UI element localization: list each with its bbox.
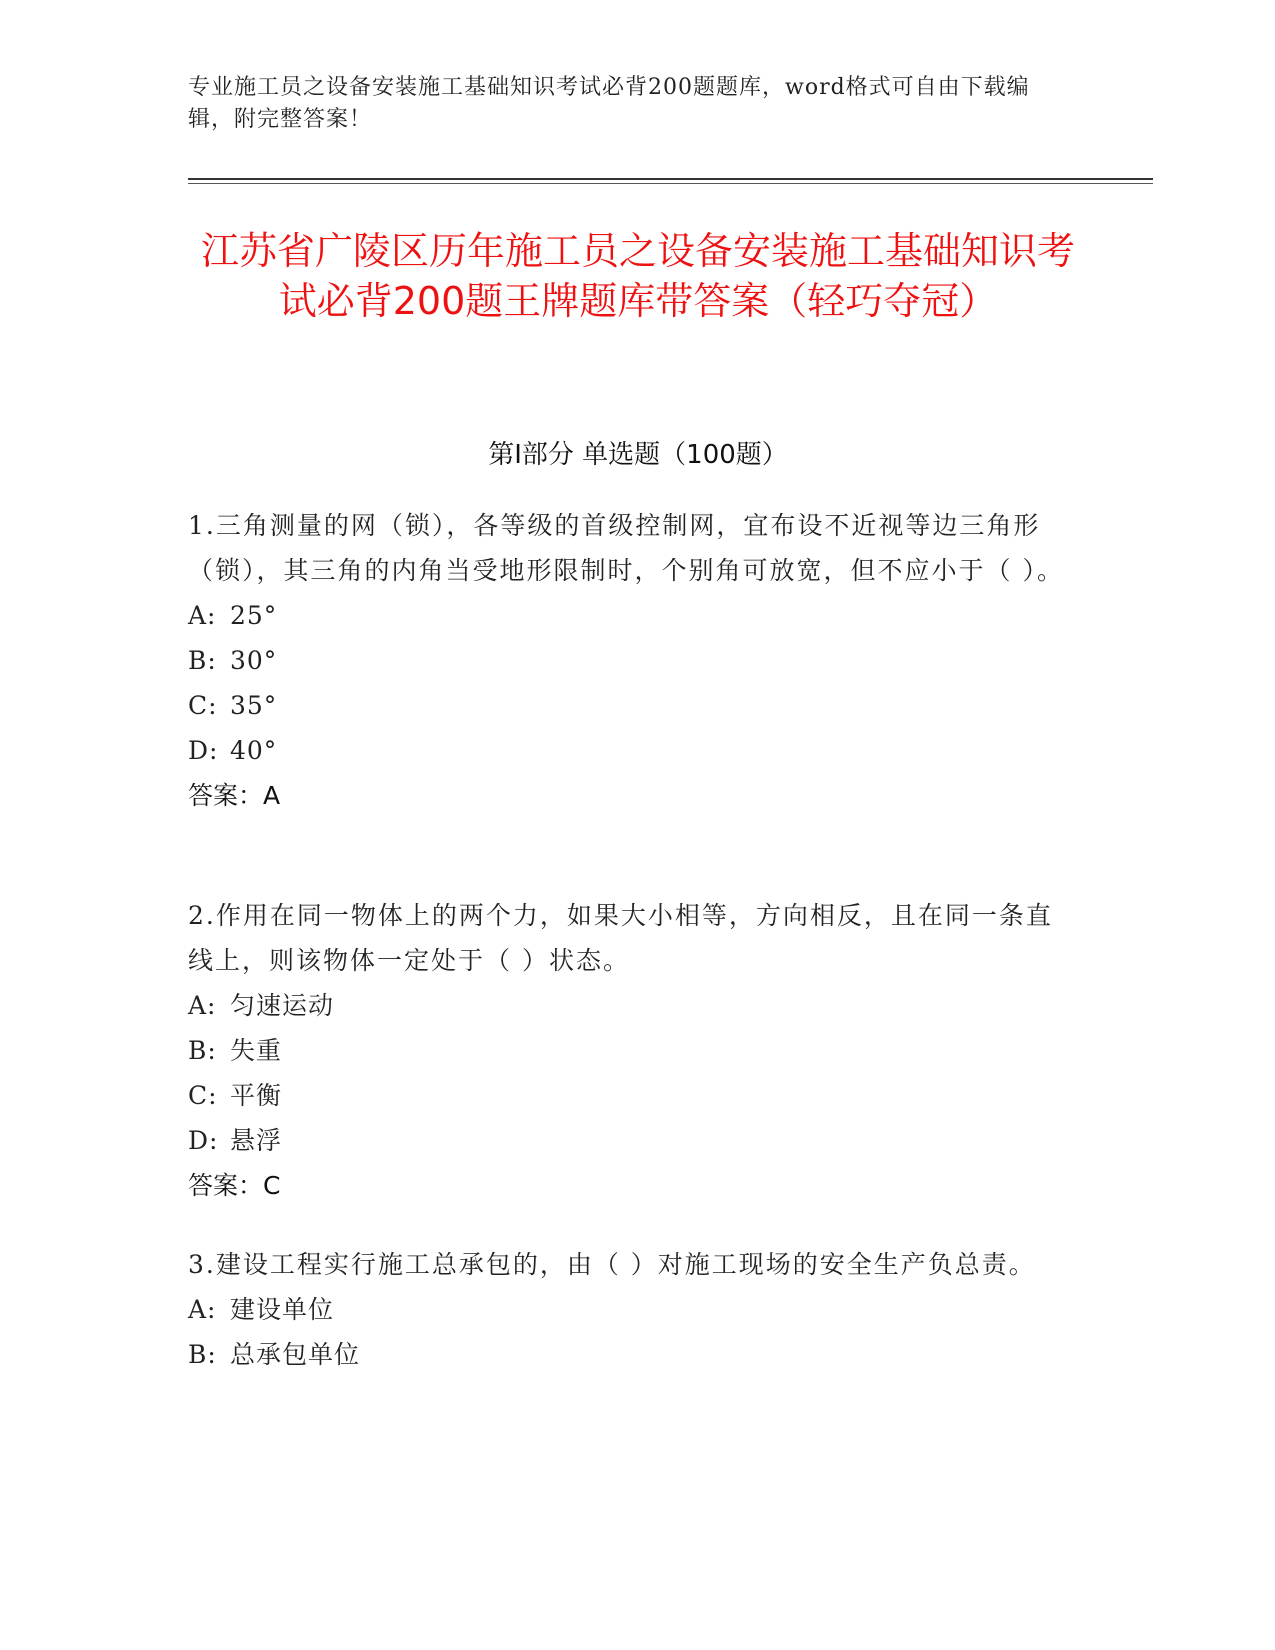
option-b (188, 638, 1068, 683)
option-text: 匀速运动 (230, 991, 335, 1020)
question-1 (188, 503, 1068, 818)
answer-line: 答案：A (188, 781, 281, 810)
question-stem: 1.三角测量的网（锁），各等级的首级控制网，宜布设不近视等边三角形（锁），其三角的内角当受地形限制时，个别角可放宽，但不应小于（ ）。 (188, 511, 1064, 585)
option-key: C: (188, 691, 218, 720)
option-text: 35° (230, 691, 278, 720)
question-3 (188, 1242, 1068, 1377)
option-key: B: (188, 1036, 217, 1065)
option-d (188, 1118, 1068, 1163)
answer-line: 答案：C (188, 1171, 281, 1200)
document-title: 江苏省广陵区历年施工员之设备安装施工基础知识考试必背200题王牌题库带答案（轻巧夺冠） (200, 229, 1075, 323)
option-d (188, 728, 1068, 773)
option-text: 30° (230, 646, 278, 675)
option-text: 总承包单位 (230, 1340, 361, 1369)
option-key: B: (188, 1340, 217, 1369)
option-text: 平衡 (230, 1081, 283, 1110)
option-key: C: (188, 1081, 218, 1110)
option-text: 失重 (230, 1036, 283, 1065)
option-a (188, 593, 1068, 638)
header-divider-thin (188, 183, 1153, 184)
option-text: 建设单位 (230, 1295, 335, 1324)
option-key: A: (188, 1295, 217, 1324)
option-key: B: (188, 646, 217, 675)
option-c (188, 683, 1068, 728)
option-text: 40° (230, 736, 278, 765)
option-c (188, 1073, 1068, 1118)
section-title: 第I部分 单选题（100题） (488, 440, 788, 470)
option-b (188, 1028, 1068, 1073)
option-text: 25° (230, 601, 278, 630)
header-note: 专业施工员之设备安装施工基础知识考试必背200题题库，word格式可自由下载编辑，附完整答案！ (188, 75, 1030, 132)
option-key: D: (188, 736, 219, 765)
option-a (188, 983, 1068, 1028)
question-stem: 2.作用在同一物体上的两个力，如果大小相等，方向相反，且在同一条直线上，则该物体一定处于（ ）状态。 (188, 901, 1053, 975)
header-divider-thick (188, 178, 1153, 180)
option-b (188, 1332, 1068, 1377)
option-key: D: (188, 1126, 219, 1155)
option-a (188, 1287, 1068, 1332)
question-2 (188, 893, 1068, 1208)
option-key: A: (188, 601, 217, 630)
question-stem: 3.建设工程实行施工总承包的，由（ ）对施工现场的安全生产负总责。 (188, 1250, 1036, 1279)
option-text: 悬浮 (230, 1126, 283, 1155)
option-key: A: (188, 991, 217, 1020)
